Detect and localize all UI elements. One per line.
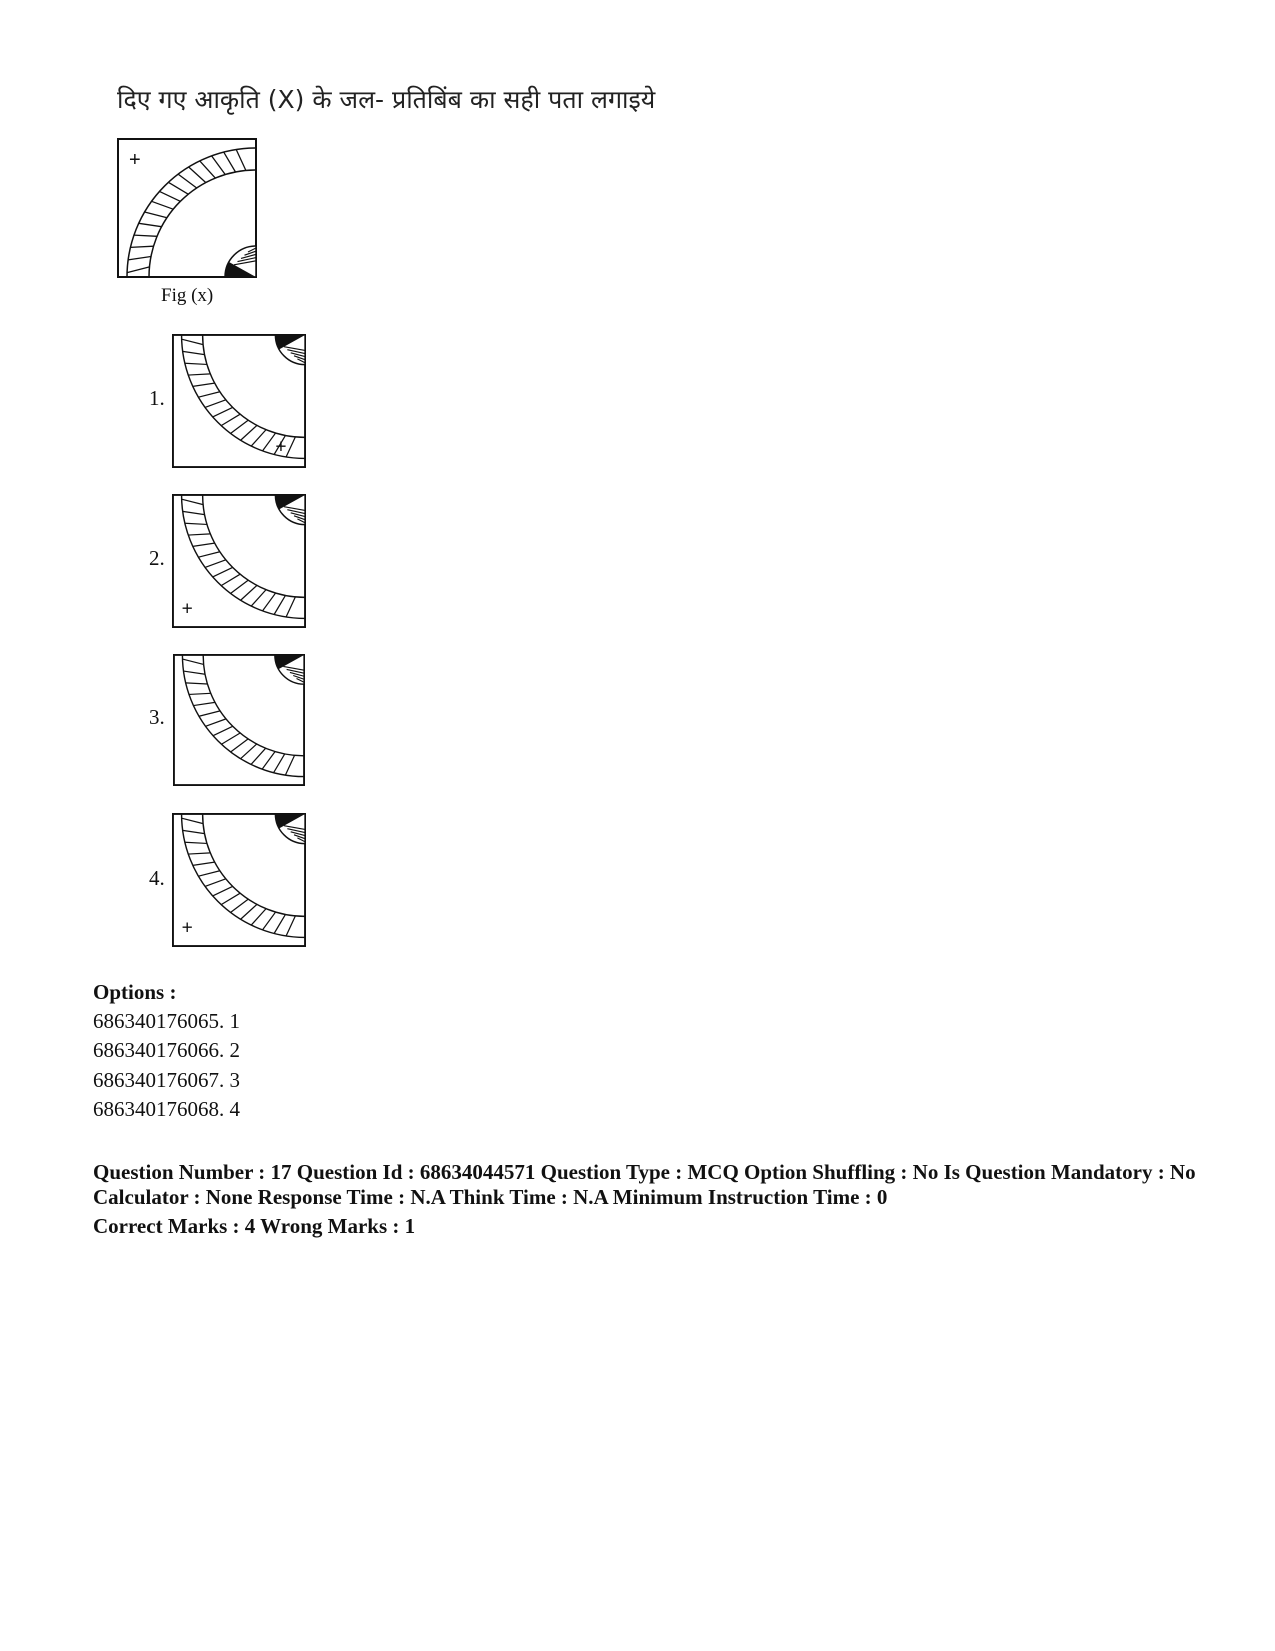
- figure-option-1: [172, 334, 306, 468]
- question-text: दिए गए आकृति (X) के जल- प्रतिबिंब का सही पता लगाइये: [117, 85, 656, 114]
- question-metadata: [93, 1160, 1203, 1239]
- figure-option-3: [173, 654, 305, 786]
- question-figure: [117, 138, 257, 278]
- figure-option-4: [172, 813, 306, 947]
- figure-caption: Fig (x): [161, 285, 214, 306]
- figure-option-2: [172, 494, 306, 628]
- options-heading: Options :: [93, 980, 177, 1004]
- marks-line: Correct Marks : 4 Wrong Marks : 1: [93, 1214, 416, 1238]
- svg-text:+: +: [275, 436, 287, 458]
- figure-option-2-label: 2.: [149, 546, 165, 570]
- figure-option-3-label: 3.: [149, 705, 165, 729]
- option-item-3[interactable]: 686340176067. 3: [93, 1068, 240, 1092]
- option-item-1[interactable]: 686340176065. 1: [93, 1009, 240, 1033]
- svg-text:+: +: [129, 149, 141, 171]
- svg-text:+: +: [181, 598, 193, 620]
- figure-option-4-label: 4.: [149, 866, 165, 890]
- metadata-line: Question Number : 17 Question Id : 68634044571 Question Type : MCQ Option Shuffling : No Is Question Mandatory : No Calculator : None Response Time : N.A Think Time : N.A Minimum Instruction Time : 0: [93, 1160, 1196, 1209]
- option-item-2[interactable]: 686340176066. 2: [93, 1038, 240, 1062]
- svg-text:+: +: [181, 917, 193, 939]
- figure-option-1-label: 1.: [149, 386, 165, 410]
- option-item-4[interactable]: 686340176068. 4: [93, 1097, 240, 1121]
